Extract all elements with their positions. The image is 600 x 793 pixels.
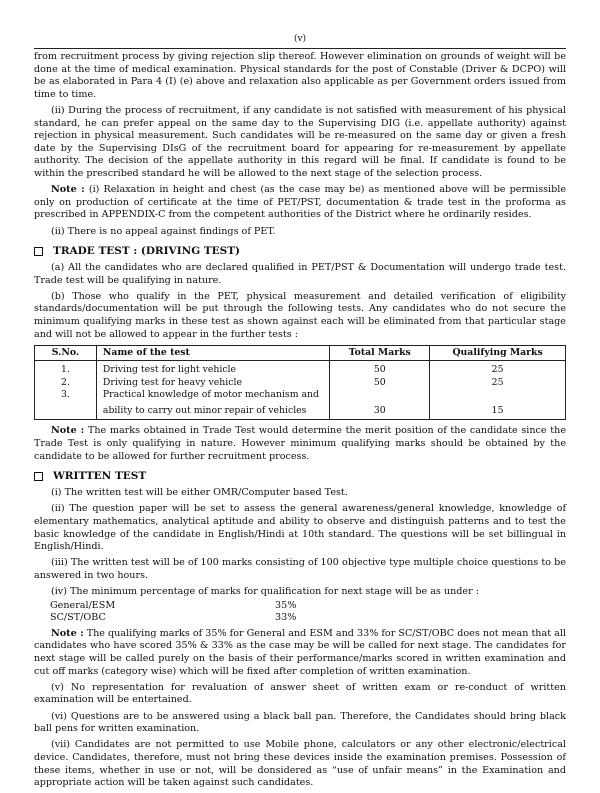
trade-test-table bbox=[34, 345, 566, 421]
list-item bbox=[50, 612, 566, 625]
intro-paragraph-2: (ii) During the process of recruitment, if any candidate is not satisfied with measurement of his physical standard, he can prefer appeal on the same day to the Supervising DIG (i.e. appellate authority) against rejection in physical measurement. Such candidates will be re-measured on the same day or given a fresh date by the Supervising DIsG of the recruitment board for appearing for re-measurement by appellate authority. The decision of the appellate authority in this regard will be final. If candidate is found to be within the prescribed standard he will be allowed to the next stage of the selection process. bbox=[34, 104, 566, 179]
written-test-item-ii: (ii) The question paper will be set to assess the general awareness/general knowledge, knowledge of elementary mathematics, analytical aptitude and ability to observe and distinguish patterns and to test the basic knowledge of the candidate in English/Hindi at 10th standard. The questions will be set billingual in English/Hindi. bbox=[34, 503, 566, 553]
written-test-heading bbox=[34, 469, 566, 483]
row-test-name bbox=[96, 389, 329, 420]
row-sno: 2. bbox=[35, 377, 97, 390]
row-test-name-line-2: ability to carry out minor repair of vehicles bbox=[102, 404, 307, 416]
note-label: Note : bbox=[51, 627, 84, 639]
intro-paragraph-1: from recruitment process by giving rejection slip thereof. However elimination on grounds of weight will be done at the time of medical examination. Physical standards for the post of Constable (Driver & DCPO) will be as elaborated in Para 4 (I) (e) above and relaxation also applicable as per Government orders issued from time to time. bbox=[34, 51, 566, 100]
row-test-name: Driving test for light vehicle bbox=[96, 361, 329, 377]
table-row bbox=[35, 377, 566, 390]
category-label: SC/ST/OBC bbox=[50, 612, 106, 624]
trade-test-para-a: (a) All the candidates who are declared qualified in PET/PST & Documentation will undergo trade test. Trade test will be qualifying in nature. bbox=[34, 262, 566, 286]
page-content bbox=[34, 51, 566, 793]
note-label: Note : bbox=[51, 184, 85, 196]
row-test-name-line-1: Practical knowledge of motor mechanism and bbox=[102, 389, 319, 401]
col-header-test-name: Name of the test bbox=[96, 345, 329, 361]
qualifying-percentage-list bbox=[50, 600, 566, 625]
trade-test-note bbox=[34, 425, 566, 463]
written-test-item-iv: (iv) The minimum percentage of marks for qualification for next stage will be as under : bbox=[51, 586, 479, 598]
row-test-name: Driving test for heavy vehicle bbox=[96, 377, 329, 390]
trade-test-heading-text: TRADE TEST : (DRIVING TEST) bbox=[53, 245, 241, 258]
category-percentage: 35% bbox=[275, 599, 297, 611]
col-header-sno: S.No. bbox=[35, 345, 97, 361]
table-row bbox=[35, 361, 566, 377]
written-test-heading-text: WRITTEN TEST bbox=[53, 470, 147, 483]
header-rule bbox=[34, 48, 566, 49]
note-text: The marks obtained in Trade Test would determine the merit position of the candidate since the Trade Test is only qualifying in nature. However minimum qualifying marks should be obtained by the candidate to be allowed for further recruitment process. bbox=[34, 425, 567, 462]
row-sno: 1. bbox=[35, 361, 97, 377]
page-number: (v) bbox=[293, 34, 307, 44]
note-no-appeal: (ii) There is no appeal against findings of PET. bbox=[51, 225, 276, 237]
written-test-item-iii: (iii) The written test will be of 100 marks consisting of 100 objective type multiple choice questions to be answered in two hours. bbox=[34, 557, 566, 581]
category-label: General/ESM bbox=[50, 599, 116, 611]
col-header-total-marks: Total Marks bbox=[330, 345, 430, 361]
written-test-item-vii: (vii) Candidates are not permitted to use Mobile phone, calculators or any other electronic/electrical device. Candidates, therefore, must not bring these devices inside the examination premises. Possession of these items, whether in use or not, will be donsidered as “use of unfair means” in the Examination and appropriate action will be taken against such candidates. bbox=[34, 739, 566, 789]
note-label: Note : bbox=[51, 425, 85, 437]
table-row bbox=[35, 389, 566, 420]
list-item bbox=[50, 600, 566, 613]
row-total-marks: 50 bbox=[330, 361, 430, 377]
table-header-row bbox=[35, 345, 566, 361]
row-sno: 3. bbox=[35, 389, 97, 420]
checkbox-bullet-icon bbox=[34, 472, 43, 481]
row-qualifying-marks: 25 bbox=[430, 377, 566, 390]
written-test-note bbox=[34, 628, 566, 678]
written-test-item-i: (i) The written test will be either OMR/Computer based Test. bbox=[51, 487, 348, 499]
row-total-marks: 50 bbox=[330, 377, 430, 390]
note-text: (i) Relaxation in height and chest (as the case may be) as mentioned above will be permissible only on production of certificate at the time of PET/PST, documentation & trade test in the proforma as prescribed in APPENDIX-C from the competent authorities of the District where he ordinarily resides. bbox=[34, 184, 566, 221]
trade-test-para-b: (b) Those who qualify in the PET, physical measurement and detailed verification of eligibility standards/documentation will be put through the following tests. Any candidates who do not secure the minimum qualifying marks in these test as shown against each will be eliminated from that particular stage and will not be allowed to appear in the further tests : bbox=[34, 290, 566, 340]
written-test-item-vi: (vi) Questions are to be answered using a black ball pan. Therefore, the Candidates should bring black ball pens for written examination. bbox=[34, 710, 566, 735]
checkbox-bullet-icon bbox=[34, 247, 43, 256]
category-percentage: 33% bbox=[275, 612, 297, 624]
row-qualifying-marks: 15 bbox=[430, 389, 566, 420]
note-relaxation bbox=[34, 184, 566, 222]
col-header-qualifying-marks: Qualifying Marks bbox=[430, 345, 566, 361]
written-test-item-v: (v) No representation for revaluation of answer sheet of written exam or re-conduct of written examination will be entertained. bbox=[34, 681, 566, 706]
row-total-marks: 30 bbox=[330, 389, 430, 420]
trade-test-heading bbox=[34, 244, 566, 258]
note-text: The qualifying marks of 35% for General and ESM and 33% for SC/ST/OBC does not mean that all candidates who have scored 35% & 33% as the case may be will be called for next stage. The candidates for next stage will be called purely on the basis of their performance/marks scored in written examination and cut off marks (category wise) which will be fixed after completion of written examination. bbox=[34, 627, 566, 677]
row-qualifying-marks: 25 bbox=[430, 361, 566, 377]
